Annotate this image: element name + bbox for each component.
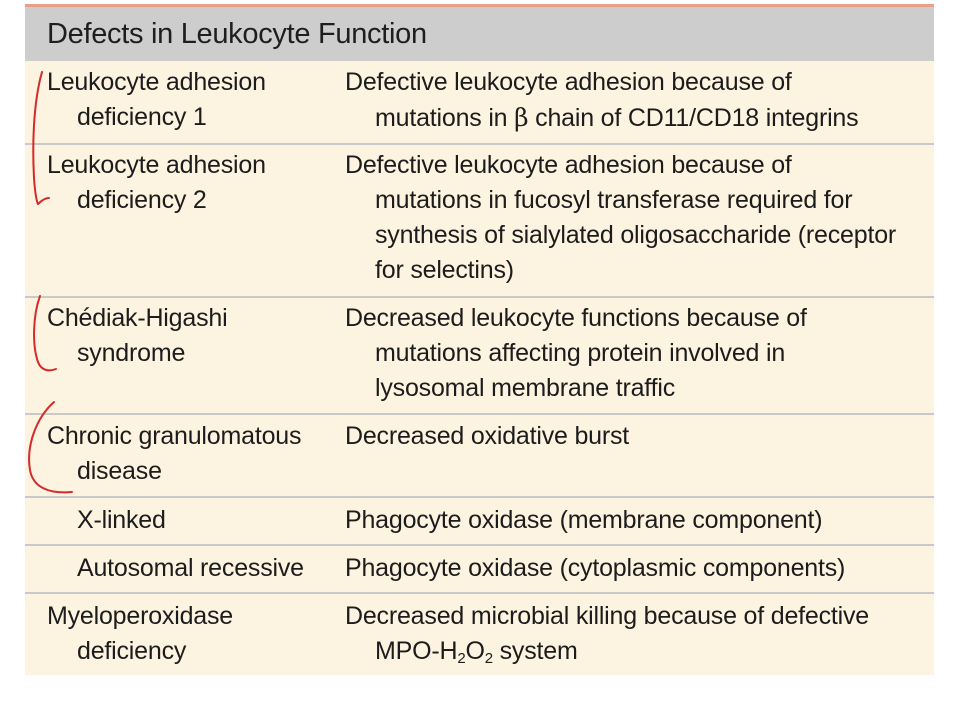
disease-line: Chronic granulomatous bbox=[47, 422, 302, 450]
row-divider bbox=[25, 143, 934, 145]
defect-line: lysosomal membrane traffic bbox=[375, 374, 676, 402]
disease-line: Leukocyte adhesion bbox=[47, 68, 266, 96]
row-divider bbox=[25, 296, 934, 298]
subscript-2: 2 bbox=[484, 650, 493, 667]
row-divider bbox=[25, 496, 934, 498]
subscript-2: 2 bbox=[457, 650, 466, 667]
row-divider bbox=[25, 413, 934, 415]
disease-cell bbox=[47, 65, 337, 135]
defect-line: Phagocyte oxidase (membrane component) bbox=[345, 506, 823, 534]
defect-line: for selectins) bbox=[375, 256, 514, 284]
defect-line: synthesis of sialylated oligosaccharide (receptor bbox=[375, 221, 897, 249]
defect-cell bbox=[345, 599, 930, 669]
disease-cell bbox=[47, 419, 337, 489]
defect-line: mutations in fucosyl transferase required for bbox=[375, 186, 853, 214]
defect-cell bbox=[345, 419, 930, 454]
disease-line: Chédiak-Higashi bbox=[47, 304, 228, 332]
defect-cell bbox=[345, 301, 930, 406]
defect-line: mutations affecting protein involved in bbox=[375, 339, 786, 367]
disease-line: Myeloperoxidase bbox=[47, 602, 233, 630]
disease-line: syndrome bbox=[77, 339, 186, 367]
defects-table bbox=[25, 4, 934, 675]
disease-line: Autosomal recessive bbox=[77, 554, 304, 582]
defect-text: mutations in bbox=[375, 104, 515, 132]
defect-cell bbox=[345, 65, 930, 136]
disease-cell bbox=[47, 148, 337, 218]
defect-line bbox=[345, 100, 930, 136]
row-divider bbox=[25, 544, 934, 546]
defect-line bbox=[345, 634, 930, 669]
defect-cell bbox=[345, 503, 930, 538]
defect-line: Decreased microbial killing because of defective bbox=[345, 602, 870, 630]
defect-line: Decreased oxidative burst bbox=[345, 422, 630, 450]
defect-line: Decreased leukocyte functions because of bbox=[345, 304, 807, 332]
disease-line: deficiency 2 bbox=[77, 186, 207, 214]
disease-line: deficiency 1 bbox=[77, 103, 207, 131]
disease-cell bbox=[47, 503, 337, 538]
defect-line: Phagocyte oxidase (cytoplasmic components) bbox=[345, 554, 846, 582]
defect-line: Defective leukocyte adhesion because of bbox=[345, 151, 792, 179]
disease-line: deficiency bbox=[77, 637, 187, 665]
defect-cell bbox=[345, 148, 930, 288]
defect-line: Defective leukocyte adhesion because of bbox=[345, 68, 792, 96]
defect-text: chain of CD11/CD18 integrins bbox=[528, 104, 859, 132]
disease-line: X-linked bbox=[77, 506, 166, 534]
defect-text: MPO-H bbox=[375, 637, 458, 665]
defect-text: O bbox=[465, 637, 485, 665]
disease-cell bbox=[47, 551, 337, 586]
row-divider bbox=[25, 592, 934, 594]
disease-cell bbox=[47, 599, 337, 669]
defect-cell bbox=[345, 551, 930, 586]
defect-text: system bbox=[492, 637, 578, 665]
disease-line: Leukocyte adhesion bbox=[47, 151, 266, 179]
table-header bbox=[25, 7, 934, 61]
table-title: Defects in Leukocyte Function bbox=[47, 18, 427, 50]
beta-symbol: β bbox=[514, 103, 529, 132]
disease-line: disease bbox=[77, 457, 162, 485]
disease-cell bbox=[47, 301, 337, 371]
